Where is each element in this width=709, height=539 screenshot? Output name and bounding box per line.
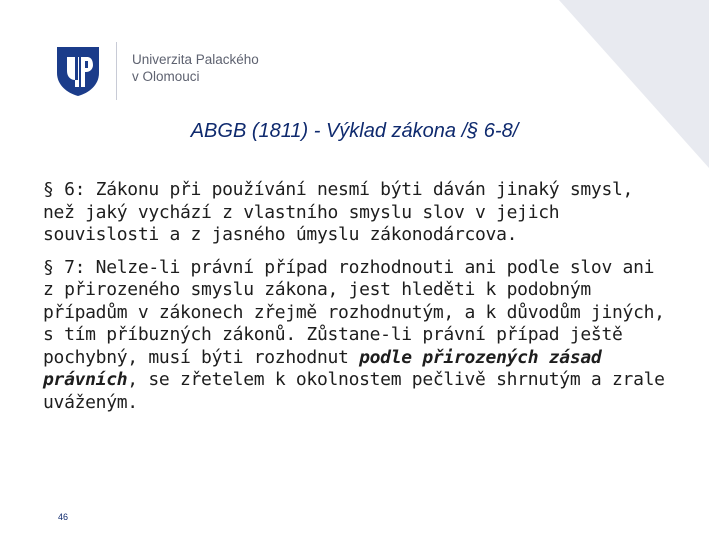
logo-divider	[116, 42, 117, 100]
paragraph-section-7-end: , se zřetelem k okolnostem pečlivě shrnutým a zrale uváženým.	[43, 369, 665, 413]
university-name-line1: Univerzita Palackého	[132, 52, 259, 67]
slide-title: ABGB (1811) - Výklad zákona /§ 6-8/	[190, 120, 519, 142]
paragraph-section-7-start: § 7: Nelze-li právní případ rozhodnouti ani podle slov ani z přirozeného smyslu zákona, jest hleděti k podobným případům v zákonech zřejmě rozhodnutým, a k důvodům jiných, s tím příbuzných zákonů. Zůstane-li právní případ ještě pochybný, musí býti rozhodnut	[43, 256, 665, 368]
page-number: 46	[58, 512, 69, 522]
university-logo-icon	[55, 45, 101, 97]
university-name	[132, 51, 259, 85]
paragraph-section-6: § 6: Zákonu při používání nesmí býti dáván jinaký smysl, než jaký vychází z vlastního smyslu slov v jejich souvislosti a z jasného úmyslu zákonodárcova.	[43, 179, 634, 245]
paragraph-section-7-emphasis: podle přirozených zásad právních	[43, 346, 602, 390]
university-name-line2: v Olomouci	[132, 69, 200, 84]
slide-body	[43, 179, 673, 424]
paragraph-section-7	[43, 257, 673, 415]
